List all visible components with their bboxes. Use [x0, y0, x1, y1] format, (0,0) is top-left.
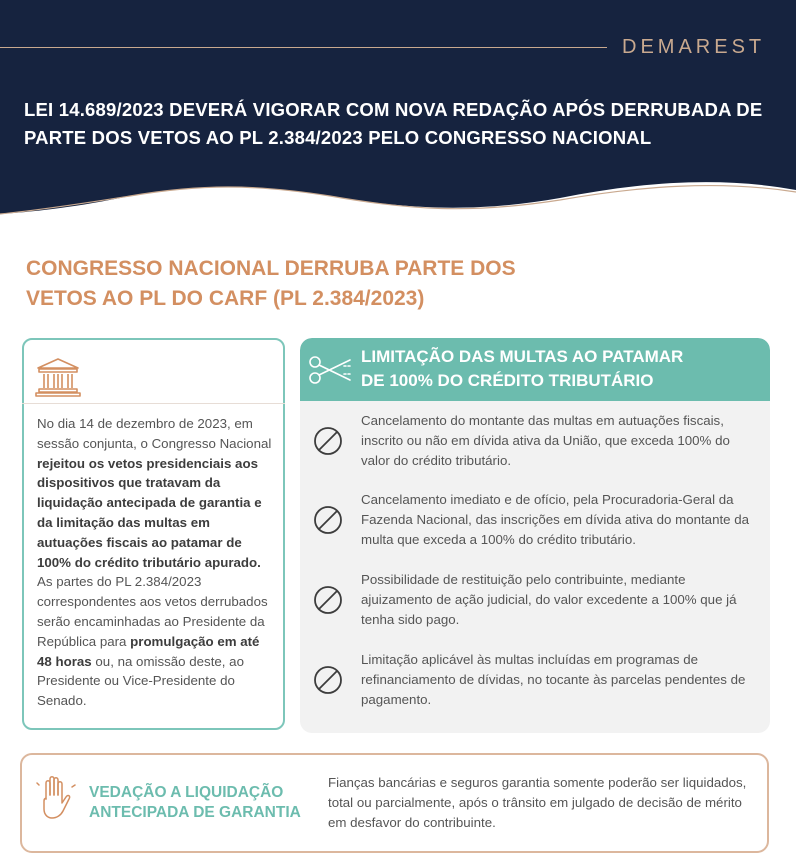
list-item-text: Limitação aplicável às multas incluídas em programas de refinanciamento de dívidas, no tocante às parcelas pendentes de pagamento. — [361, 652, 746, 707]
summary-bold-2: promulgação em até 48 horas — [37, 633, 260, 669]
prohibited-icon — [312, 584, 344, 616]
page-title: LEI 14.689/2023 DEVERÁ VIGORAR COM NOVA REDAÇÃO APÓS DERRUBADA DE PARTE DOS VETOS AO PL 2.384/2023 PELO CONGRESSO NACIONAL — [24, 99, 763, 148]
guarantee-title-line-1: VEDAÇÃO A LIQUIDAÇÃO — [89, 784, 284, 801]
section-title-line-2: VETOS AO PL DO CARF (PL 2.384/2023) — [26, 287, 425, 310]
section-title-line-1: CONGRESSO NACIONAL DERRUBA PARTE DOS — [26, 257, 516, 280]
prohibited-icon — [312, 504, 344, 536]
list-item-text: Cancelamento imediato e de ofício, pela Procuradoria-Geral da Fazenda Nacional, das inscrições em dívida ativa do montante da multa que exceda a 100% do crédito tributário. — [361, 492, 750, 547]
prohibited-icon — [312, 425, 344, 457]
card-divider — [22, 403, 285, 404]
guarantee-title-line-2: ANTECIPADA DE GARANTIA — [89, 804, 301, 821]
list-item-text: Cancelamento do montante das multas em autuações fiscais, inscrito ou não em dívida ativa da União, que exceda 100% do valor do crédito tributário. — [361, 413, 730, 468]
bank-building-icon — [34, 356, 82, 398]
summary-card — [22, 338, 285, 730]
panel-title-line-1: LIMITAÇÃO DAS MULTAS AO PATAMAR — [361, 347, 684, 366]
summary-bold-1: rejeitou os vetos presidenciais aos dispositivos que tratavam da liquidação antecipada de garantia e da limitação das multas em autuações fiscais ao patamar de 100% do crédito tributário apurado. — [37, 455, 262, 570]
section-title — [26, 254, 586, 314]
panel-header — [300, 338, 770, 401]
guarantee-text: Fianças bancárias e seguros garantia somente poderão ser liquidados, total ou parcialmente, após o trânsito em julgado de decisão de mérito em desfavor do contribuinte. — [328, 775, 747, 830]
guarantee-title — [89, 783, 319, 823]
summary-text-3: ou, na omissão deste, ao Presidente ou Vice-Presidente do Senado. — [37, 653, 244, 709]
hand-stop-icon — [36, 775, 76, 821]
panel-title-line-2: DE 100% DO CRÉDITO TRIBUTÁRIO — [361, 371, 654, 390]
panel-title — [361, 345, 761, 393]
brand-logo: DEMAREST — [622, 36, 766, 58]
header-banner — [0, 0, 796, 245]
summary-text-2: As partes do PL 2.384/2023 correspondentes aos vetos derrubados serão encaminhadas ao Presidente da República para — [37, 574, 268, 649]
list-item-text: Possibilidade de restituição pelo contribuinte, mediante ajuizamento de ação judicial, do valor excedente a 100% que já tenha sido pago. — [361, 572, 737, 627]
scissors-icon — [306, 350, 354, 390]
fine-limitation-panel — [300, 338, 770, 733]
guarantee-card — [20, 753, 769, 853]
prohibited-icon — [312, 664, 344, 696]
header-rule — [0, 47, 607, 48]
summary-text-1: No dia 14 de dezembro de 2023, em sessão conjunta, o Congresso Nacional — [37, 416, 272, 451]
summary-text — [37, 414, 275, 711]
